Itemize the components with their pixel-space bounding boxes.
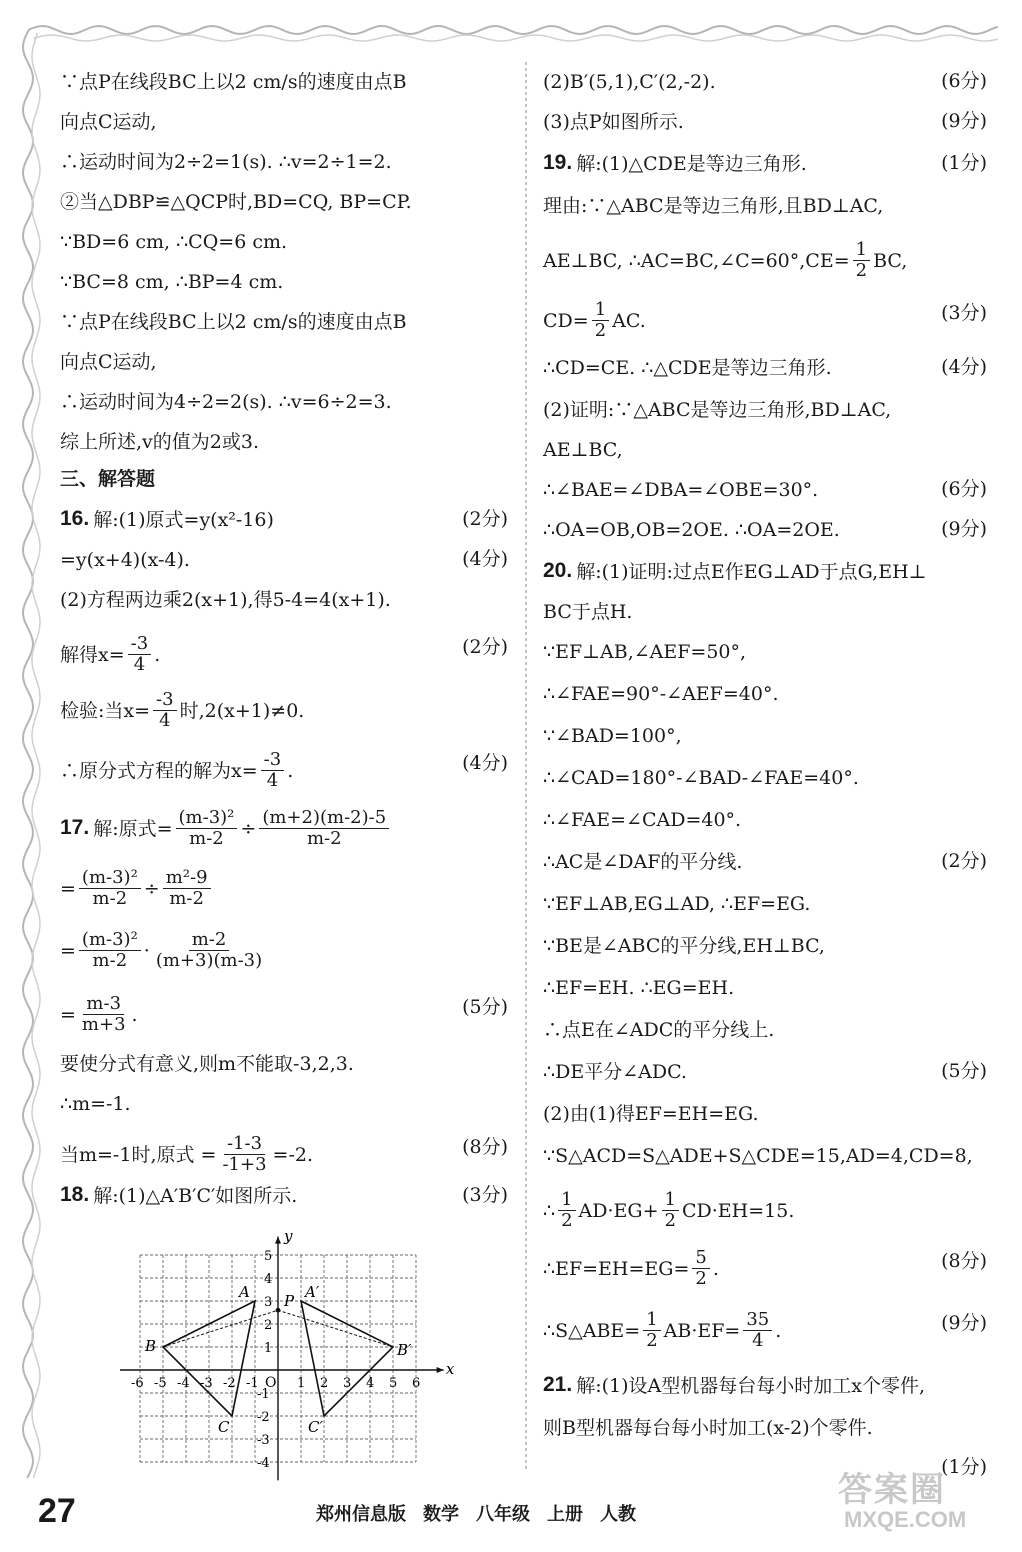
line-text: AB·EF=: [663, 1319, 741, 1342]
line-text: AC.: [612, 309, 646, 332]
line-text: (3)点P如图所示.: [543, 111, 684, 133]
fraction: $\frac{1}{2}$: [592, 300, 609, 341]
y-tick-label: 2: [264, 1318, 273, 1333]
line-text: ∴∠CAD=180°-∠BAD-∠FAE=40°.: [543, 767, 859, 789]
text-line: [60, 68, 508, 95]
y-tick-label: -4: [257, 1456, 270, 1471]
line-text: =: [60, 939, 76, 962]
text-line: [543, 806, 987, 833]
point-label: B′: [397, 1341, 412, 1359]
line-text: ∴运动时间为4÷2=2(s). ∴v=6÷2=3.: [60, 391, 392, 413]
text-line: [543, 1414, 987, 1441]
point-label: A: [239, 1283, 250, 1301]
text-line: [543, 68, 987, 95]
y-axis-label: y: [284, 1232, 293, 1246]
text-line: [60, 586, 508, 613]
line-text: .: [775, 1319, 782, 1342]
triangle: [163, 1301, 255, 1416]
line-text: .: [131, 1003, 138, 1026]
text-line: [543, 638, 987, 665]
line-text: ∵S△ACD=S△ADE+S△CDE=15,AD=4,CD=8,: [543, 1145, 973, 1167]
line-text: ∵∠BAD=100°,: [543, 725, 682, 747]
line-text: 向点C运动,: [60, 351, 157, 373]
line-text: ∴AC是∠DAF的平分线.: [543, 851, 743, 873]
line-text: ∴S△ABE=: [543, 1319, 641, 1342]
text-line: [543, 396, 987, 423]
line-text: 理由:∵△ABC是等边三角形,且BD⊥AC,: [543, 195, 884, 217]
score-label: (2分): [941, 850, 987, 872]
y-tick-label: -1: [257, 1387, 270, 1402]
line-text: ∴EF=EH=EG=: [543, 1257, 690, 1280]
text-line: [60, 808, 508, 849]
text-line: [543, 1016, 987, 1043]
line-text: ∴∠FAE=∠CAD=40°.: [543, 809, 742, 831]
text-line: [543, 1310, 987, 1351]
text-line: [543, 974, 987, 1001]
line-text: ·: [143, 939, 150, 962]
fraction: $\frac{\text{(m-3)²}}{m-2}$: [176, 808, 238, 849]
watermark-logo-text: 答案圈: [838, 1471, 946, 1509]
point-label: P: [284, 1292, 295, 1311]
watermark-url: MXQE.COM: [844, 1507, 967, 1532]
fraction: $\frac{35}{4}$: [743, 1310, 772, 1351]
y-tick-label: 5: [264, 1249, 273, 1264]
y-tick-label: -2: [257, 1410, 270, 1425]
line-text: ②当△DBP≌△QCP时,BD=CQ, BP=CP.: [60, 191, 412, 213]
dashed-segment: [278, 1310, 393, 1347]
score-label: (9分): [941, 1312, 987, 1334]
line-text: ∵点P在线段BC上以2 cm/s的速度由点B: [60, 71, 407, 93]
y-tick-label: 1: [264, 1341, 273, 1356]
point-label: C′: [308, 1418, 323, 1436]
x-axis-label: x: [445, 1360, 455, 1378]
dashed-segment: [163, 1310, 278, 1347]
line-text: 向点C运动,: [60, 111, 157, 133]
text-line: [543, 516, 987, 543]
text-line: [543, 598, 987, 625]
line-text: 解:(1)原式=y(x²-16): [93, 509, 274, 531]
triangle: [301, 1301, 393, 1416]
text-line: [60, 1050, 508, 1077]
watermark: [838, 1462, 966, 1533]
score-label: (2分): [462, 508, 508, 530]
line-text: BC于点H.: [543, 601, 633, 623]
score-label: (4分): [462, 548, 508, 570]
page-number: 27: [38, 1492, 76, 1530]
fraction: $\frac{\text{m²-9}}{m-2}$: [163, 868, 211, 909]
text-line: [543, 150, 987, 177]
x-tick-label: -5: [154, 1376, 167, 1391]
score-label: (8分): [462, 1136, 508, 1158]
fraction: $\frac{1}{2}$: [643, 1310, 660, 1351]
text-line: [543, 1372, 987, 1399]
line-text: =: [60, 877, 76, 900]
question-number: 21.: [543, 1373, 573, 1396]
text-line: [60, 188, 508, 215]
text-line: [60, 1182, 508, 1209]
line-text: 解得x=: [60, 643, 125, 666]
text-line: [543, 300, 987, 341]
question-number: 19.: [543, 151, 573, 174]
line-text: ∵BC=8 cm, ∴BP=4 cm.: [60, 271, 284, 293]
fraction: $\frac{-1-3}{-1+3}$: [222, 1133, 267, 1175]
line-text: AE⊥BC,: [543, 439, 623, 461]
fraction: $\frac{5}{2}$: [692, 1248, 709, 1289]
line-text: ∴OA=OB,OB=2OE. ∴OA=2OE.: [543, 519, 840, 541]
question-number: 17.: [60, 815, 90, 839]
text-line: [543, 476, 987, 503]
fraction: $\frac{1}{2}$: [558, 1190, 575, 1231]
line-text: 检验:当x=: [60, 699, 151, 722]
score-label: (4分): [941, 356, 987, 378]
text-line: [543, 192, 987, 219]
x-tick-label: 6: [412, 1376, 421, 1391]
point-label: C: [218, 1418, 230, 1436]
line-text: 解:(1)△A′B′C′如图所示.: [93, 1185, 298, 1207]
line-text: ∵EF⊥AB,∠AEF=50°,: [543, 641, 747, 663]
x-tick-label: -2: [223, 1376, 236, 1391]
x-tick-label: 1: [297, 1376, 306, 1391]
score-label: (3分): [941, 302, 987, 324]
question-number: 18.: [60, 1183, 90, 1206]
line-text: ∴原分式方程的解为x=: [60, 759, 258, 782]
y-axis-arrow: [275, 1237, 281, 1244]
point-p-dot: [276, 1308, 281, 1313]
line-text: ∵BD=6 cm, ∴CQ=6 cm.: [60, 231, 288, 253]
line-text: (2)证明:∵△ABC是等边三角形,BD⊥AC,: [543, 399, 892, 421]
point-label: A′: [305, 1283, 320, 1301]
line-text: ∴: [543, 1199, 556, 1222]
text-line: [543, 1058, 987, 1085]
line-text: ∴m=-1.: [60, 1093, 131, 1115]
score-label: (6分): [941, 70, 987, 92]
x-tick-label: 2: [320, 1376, 329, 1391]
line-text: ∴运动时间为2÷2=1(s). ∴v=2÷1=2.: [60, 151, 392, 173]
line-text: CD·EH=15.: [681, 1199, 795, 1222]
line-text: .: [712, 1257, 719, 1280]
fraction: $\frac{1}{2}$: [662, 1190, 679, 1231]
text-line: [543, 848, 987, 875]
text-line: [60, 1090, 508, 1117]
score-label: (1分): [941, 1456, 987, 1478]
text-line: [543, 722, 987, 749]
text-line: [543, 1248, 987, 1289]
text-line: [60, 994, 508, 1035]
footer-text: 郑州信息版 数学 八年级 上册 人教: [316, 1504, 637, 1524]
fraction: $\frac{\text{(m-3)²}}{m-2}$: [79, 868, 141, 909]
text-line: [60, 750, 508, 791]
line-text: 解:原式=: [93, 817, 173, 840]
text-line: [60, 388, 508, 415]
line-text: AD·EG+: [578, 1199, 659, 1222]
line-text: =-2.: [272, 1143, 313, 1166]
fraction: $\frac{\text{(m-3)²}}{m-2}$: [79, 930, 141, 971]
score-label: (6分): [941, 478, 987, 500]
text-line: [60, 148, 508, 175]
text-line: [543, 932, 987, 959]
text-line: [60, 308, 508, 335]
line-text: 综上所述,v的值为2或3.: [60, 431, 259, 453]
line-text: 当m=-1时,原式 =: [60, 1143, 217, 1166]
text-line: [543, 240, 987, 281]
text-line: [60, 506, 508, 533]
line-text: BC,: [873, 249, 908, 272]
origin-label: O: [265, 1375, 277, 1391]
text-line: [60, 428, 508, 455]
text-line: [60, 690, 508, 731]
line-text: (2)B′(5,1),C′(2,-2).: [543, 71, 716, 93]
fraction: $\frac{-3}{4}$: [261, 750, 285, 791]
text-line: [60, 348, 508, 375]
text-line: [543, 890, 987, 917]
text-line: [543, 108, 987, 135]
line-text: (2)由(1)得EF=EH=EG.: [543, 1103, 759, 1125]
line-text: ÷: [240, 817, 257, 840]
line-text: 则B型机器每台每小时加工(x-2)个零件.: [543, 1417, 873, 1439]
text-line: [60, 466, 508, 493]
line-text: 时,2(x+1)≠0.: [179, 699, 305, 722]
line-text: AE⊥BC, ∴AC=BC,∠C=60°,CE=: [543, 249, 850, 272]
line-text: ∴∠FAE=90°-∠AEF=40°.: [543, 683, 779, 705]
text-line: [543, 1190, 987, 1231]
text-line: [60, 868, 508, 909]
line-text: .: [287, 759, 294, 782]
x-tick-label: -6: [131, 1376, 144, 1391]
line-text: ∴CD=CE. ∴△CDE是等边三角形.: [543, 357, 832, 379]
score-label: (1分): [941, 152, 987, 174]
y-tick-label: 3: [264, 1295, 273, 1310]
line-text: .: [154, 643, 161, 666]
x-tick-label: 4: [366, 1376, 375, 1391]
text-line: [543, 436, 987, 463]
text-line: [543, 764, 987, 791]
line-text: =: [60, 1003, 76, 1026]
text-line: [543, 354, 987, 381]
text-line: [60, 108, 508, 135]
fraction: $\frac{m-2}{(m+3)(m-3)}$: [155, 929, 263, 971]
score-label: (9分): [941, 518, 987, 540]
x-tick-label: -3: [200, 1376, 213, 1391]
x-tick-label: -1: [246, 1376, 259, 1391]
point-label: B: [145, 1337, 157, 1355]
text-line: [60, 268, 508, 295]
fraction: $\frac{1}{2}$: [853, 240, 870, 281]
line-text: 要使分式有意义,则m不能取-3,2,3.: [60, 1053, 354, 1075]
x-tick-label: -4: [177, 1376, 190, 1391]
text-line: [60, 228, 508, 255]
text-line: [543, 558, 987, 585]
score-label: (9分): [941, 110, 987, 132]
score-label: (5分): [941, 1060, 987, 1082]
line-text: 解:(1)证明:过点E作EG⊥AD于点G,EH⊥: [576, 561, 927, 583]
text-line: [60, 546, 508, 573]
line-text: ∵点P在线段BC上以2 cm/s的速度由点B: [60, 311, 407, 333]
fraction: $\frac{(m+2)(m-2)-5}{m-2}$: [259, 808, 389, 849]
score-label: (4分): [462, 752, 508, 774]
question-number: 16.: [60, 507, 90, 530]
line-text: ∵BE是∠ABC的平分线,EH⊥BC,: [543, 935, 825, 957]
fraction: $\frac{-3}{4}$: [128, 634, 152, 675]
question-number: 20.: [543, 559, 573, 582]
line-text: ∴DE平分∠ADC.: [543, 1061, 687, 1083]
fraction: $\frac{m-3}{m+3}$: [81, 993, 126, 1035]
line-text: ∵EF⊥AB,EG⊥AD, ∴EF=EG.: [543, 893, 811, 915]
line-text: 解:(1)设A型机器每台每小时加工x个零件,: [576, 1375, 925, 1397]
score-label: (3分): [462, 1184, 508, 1206]
text-line: [60, 634, 508, 675]
line-text: (2)方程两边乘2(x+1),得5-4=4(x+1).: [60, 589, 391, 611]
fraction: $\frac{-3}{4}$: [153, 690, 177, 731]
y-tick-label: -3: [257, 1433, 270, 1448]
x-tick-label: 5: [389, 1376, 398, 1391]
line-text: ∴∠BAE=∠DBA=∠OBE=30°.: [543, 479, 819, 501]
line-text: ∴点E在∠ADC的平分线上.: [543, 1019, 775, 1041]
text-line: [543, 1142, 987, 1169]
text-line: [543, 1100, 987, 1127]
text-line: [60, 930, 508, 971]
line-text: 解:(1)△CDE是等边三角形.: [576, 153, 807, 175]
score-label: (2分): [462, 636, 508, 658]
text-line: [60, 1134, 508, 1175]
x-axis-arrow: [437, 1367, 444, 1373]
score-label: (8分): [941, 1250, 987, 1272]
line-text: ∴EF=EH. ∴EG=EH.: [543, 977, 735, 999]
line-text: 三、解答题: [60, 469, 156, 490]
score-label: (5分): [462, 996, 508, 1018]
x-tick-label: 3: [343, 1376, 352, 1391]
y-tick-label: 4: [264, 1272, 273, 1287]
line-text: CD=: [543, 309, 589, 332]
line-text: =y(x+4)(x-4).: [60, 549, 190, 571]
text-line: [543, 680, 987, 707]
line-text: ÷: [143, 877, 160, 900]
